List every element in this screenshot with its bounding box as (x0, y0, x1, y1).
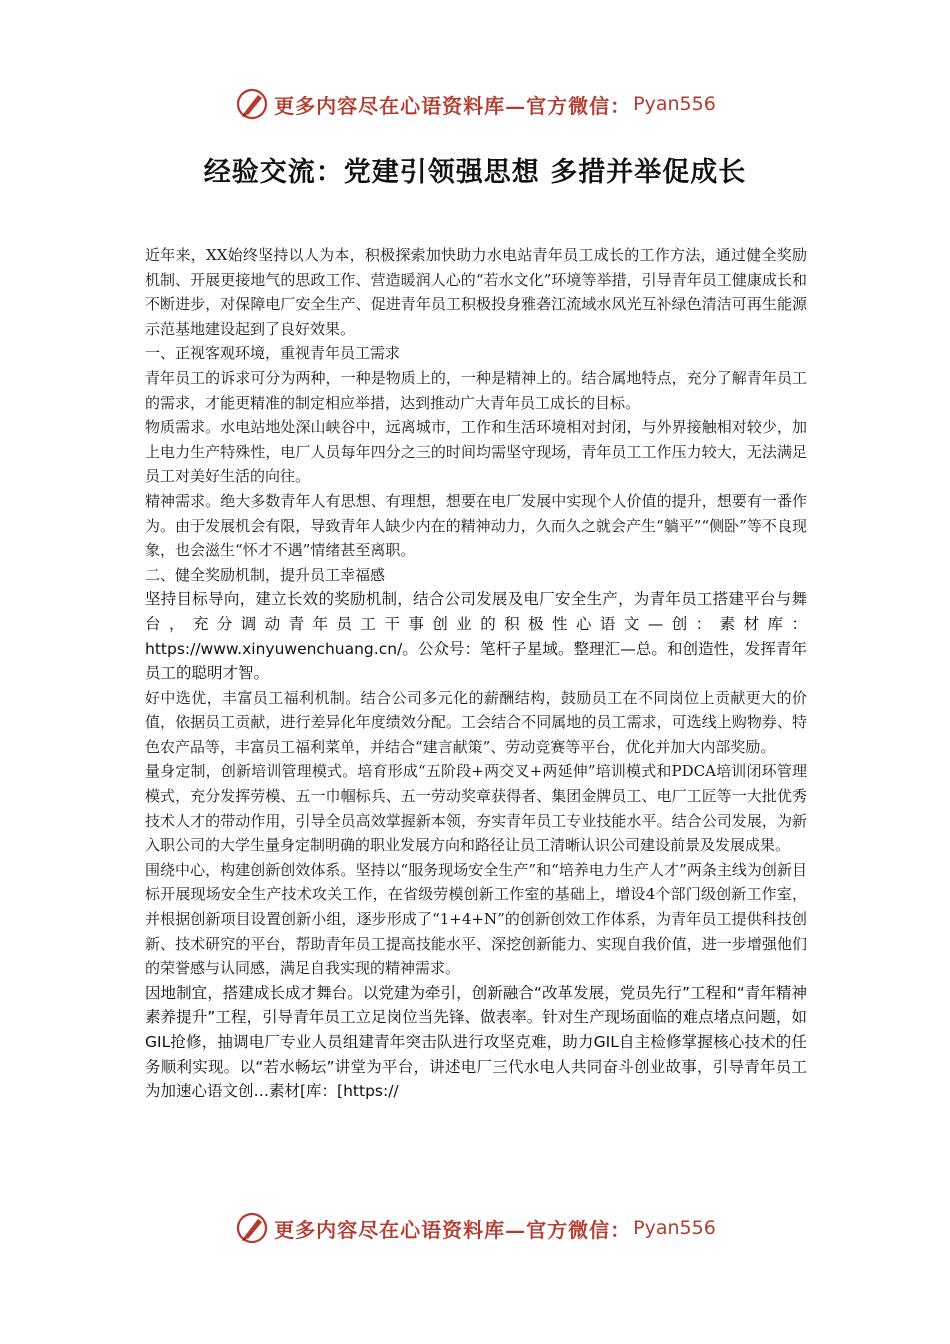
watermark-wechat-id: Pyan556 (633, 93, 716, 115)
section-heading-1: 一、正视客观环境，重视青年员工需求 (145, 344, 401, 363)
paragraph: 青年员工的诉求可分为两种，一种是物质上的，一种是精神上的。结合属地特点，充分了解青年员工的需求，才能更精准的制定相应举措，达到推动广大青年员工成长的目标。 (145, 368, 807, 412)
paragraph: 物质需求。水电站地处深山峡谷中，远离城市，工作和生活环境相对封闭，与外界接触相对较少，加上电力生产特殊性，电厂人员每年四分之三的时间均需坚守现场，青年员工工作压力较大，无法满足员工对美好生活的向往。 (145, 418, 807, 486)
paragraph: 因地制宜，搭建成长成才舞台。以党建为牵引，创新融合“改革发展，党员先行”工程和“青年精神素养提升”工程，引导青年员工立足岗位当先锋、做表率。针对生产现场面临的难点堵点问题，如GIL抢修，抽调电厂专业人员组建青年突击队进行攻坚克难，助力GIL自主检修掌握核心技术的任务顺利实现。以“若水畅坛”讲堂为平台，讲述电厂三代水电人共同奋斗创业故事，引导青年员工为加速心语文创…素材[库：[https:// (145, 983, 807, 1101)
watermark-text: 更多内容尽在心语资料库—官方微信： (274, 1217, 632, 1242)
paragraph: 量身定制，创新培训管理模式。培育形成“五阶段+两交叉+两延伸”培训模式和PDCA培训闭环管理模式，充分发挥劳模、五一巾帼标兵、五一劳动奖章获得者、集团金牌员工、电厂工匠等一大批优秀技术人才的带动作用，引导全员高效掌握新本领，夯实青年员工专业技能水平。结合公司发展，为新入职公司的大学生量身定制明确的职业发展方向和路径让员工清晰认识公司建设前景及发展成果。 (145, 762, 807, 855)
pen-logo-icon (234, 86, 270, 122)
watermark-text: 更多内容尽在心语资料库—官方微信： (274, 93, 632, 118)
paragraph: 坚持目标导向，建立长效的奖励机制，结合公司发展及电厂安全生产，为青年员工搭建平台与舞台，充分调动青年员工干事创业的积极性心语文—创：素材库：https://www.xinyuwenchuang.cn/。公众号：笔杆子星域。整理汇—总。和创造性，发挥青年员工的聪明才智。 (145, 590, 807, 683)
pen-logo-icon (234, 1210, 270, 1246)
document-title: 经验交流：党建引领强思想 多措并举促成长 (203, 157, 747, 188)
paragraph: 围绕中心，构建创新创效体系。坚持以“服务现场安全生产”和“培养电力生产人才”两条主线为创新目标开展现场安全生产技术攻关工作，在省级劳模创新工作室的基础上，增设4个部门级创新工作室，并根据创新项目设置创新小组，逐步形成了“1+4+N”的创新创效工作体系，为青年员工提供科技创新、技术研究的平台，帮助青年员工提高技能水平、深挖创新能力、实现自我价值，进一步增强他们的荣誉感与认同感，满足自我实现的精神需求。 (145, 860, 807, 978)
watermark-header (0, 84, 950, 124)
paragraph: 精神需求。绝大多数青年人有思想、有理想，想要在电厂发展中实现个人价值的提升，想要有一番作为。由于发展机会有限，导致青年人缺少内在的精神动力，久而久之就会产生“躺平”“侧卧”等不良现象，也会滋生“怀才不遇”情绪甚至离职。 (145, 491, 807, 560)
section-heading-2: 二、健全奖励机制，提升员工幸福感 (145, 565, 386, 584)
watermark-wechat-id: Pyan556 (633, 1217, 716, 1239)
paragraph: 好中选优，丰富员工福利机制。结合公司多元化的薪酬结构，鼓励员工在不同岗位上贡献更大的价值，依据员工贡献，进行差异化年度绩效分配。工会结合不同属地的员工需求，可选线上购物券、特色农产品等，丰富员工福利菜单，并结合“建言献策”、劳动竞赛等平台，优化并加大内部奖励。 (145, 688, 807, 756)
document-body (145, 243, 807, 1104)
paragraph-intro: 近年来，XX始终坚持以人为本，积极探索加快助力水电站青年员工成长的工作方法，通过健全奖励机制、开展更接地气的思政工作、营造暖润人心的“若水文化”环境等举措，引导青年员工健康成长和不断进步，对保障电厂安全生产、促进青年员工积极投身雅砻江流域水风光互补绿色清洁可再生能源示范基地建设起到了良好效果。 (145, 246, 807, 338)
watermark-footer (0, 1208, 950, 1248)
